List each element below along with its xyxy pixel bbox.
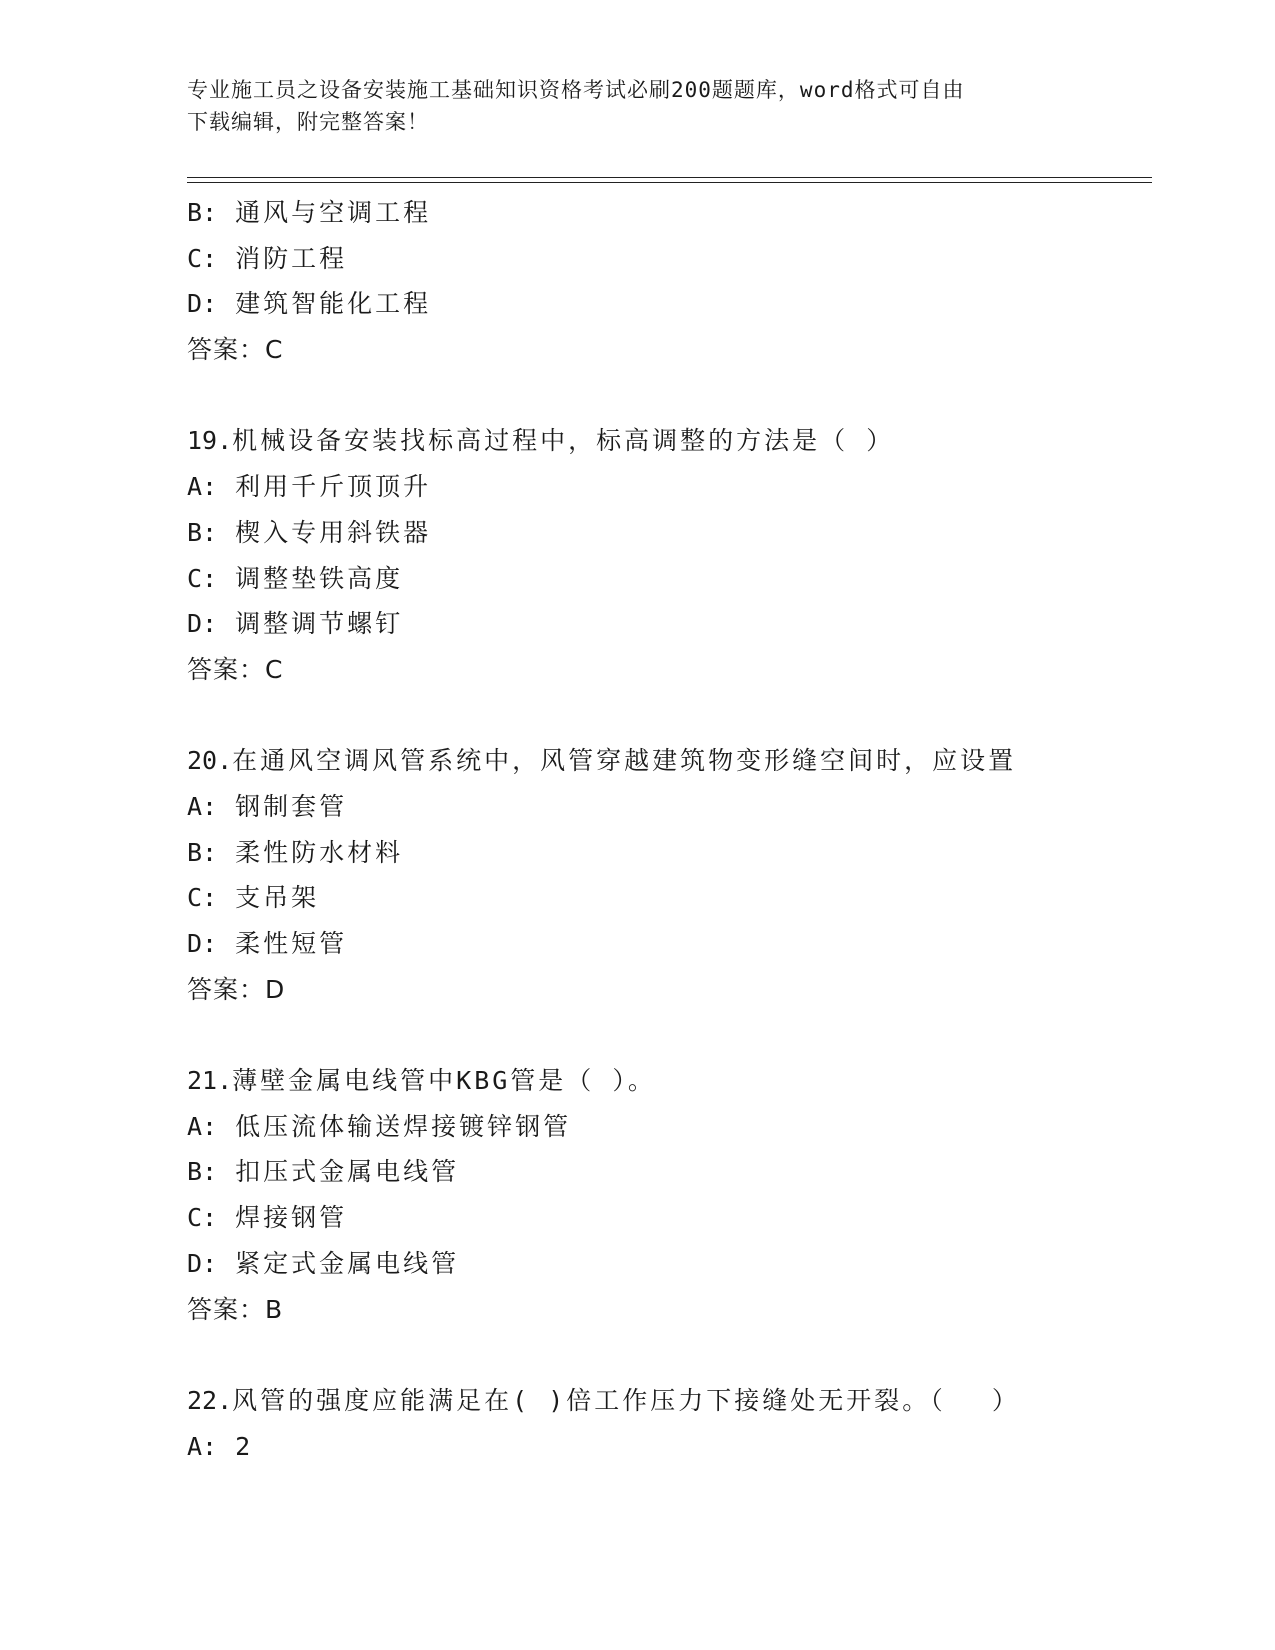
question-block-21: [187, 1058, 1152, 1332]
question-block-22: [187, 1378, 1152, 1469]
question-stem: 20.在通风空调风管系统中，风管穿越建筑物变形缝空间时，应设置: [187, 746, 1017, 776]
question-block-19: [187, 418, 1152, 692]
option-c: C: 消防工程: [187, 243, 348, 273]
question-block-20: [187, 738, 1152, 1012]
option-c: C: 支吊架: [187, 883, 320, 913]
header-divider-bottom: [187, 182, 1152, 183]
option-a: A: 钢制套管: [187, 791, 348, 821]
answer-line: 答案：C: [187, 335, 284, 365]
question-stem: 22.风管的强度应能满足在( )倍工作压力下接缝处无开裂。（ ）: [187, 1385, 1020, 1415]
question-block-partial: [187, 190, 1152, 373]
option-a: A: 低压流体输送焊接镀锌钢管: [187, 1111, 572, 1141]
option-c: C: 调整垫铁高度: [187, 563, 404, 593]
answer-line: 答案：C: [187, 654, 284, 684]
answer-line: 答案：D: [187, 974, 286, 1004]
option-b: B: 扣压式金属电线管: [187, 1157, 460, 1187]
option-d: D: 调整调节螺钉: [187, 609, 404, 639]
option-b: B: 楔入专用斜铁器: [187, 517, 432, 547]
option-b: B: 通风与空调工程: [187, 198, 432, 227]
option-d: D: 建筑智能化工程: [187, 289, 432, 319]
question-stem: 19.机械设备安装找标高过程中，标高调整的方法是（ ）: [187, 426, 895, 456]
option-d: D: 柔性短管: [187, 929, 348, 958]
option-d: D: 紧定式金属电线管: [187, 1248, 460, 1278]
header-line-2: 下载编辑，附完整答案！: [187, 110, 429, 134]
answer-line: 答案：B: [187, 1294, 284, 1324]
option-a: A: 利用千斤顶顶升: [187, 472, 432, 502]
question-list: [187, 190, 1152, 1469]
document-header: [187, 74, 1087, 138]
option-a: A: 2: [187, 1431, 254, 1461]
header-line-1: 专业施工员之设备安装施工基础知识资格考试必刷200题题库，word格式可自由: [187, 78, 965, 102]
option-b: B: 柔性防水材料: [187, 837, 404, 867]
question-stem: 21.薄壁金属电线管中KBG管是（ ）。: [187, 1066, 656, 1096]
header-divider-top: [187, 177, 1152, 178]
option-c: C: 焊接钢管: [187, 1203, 348, 1233]
